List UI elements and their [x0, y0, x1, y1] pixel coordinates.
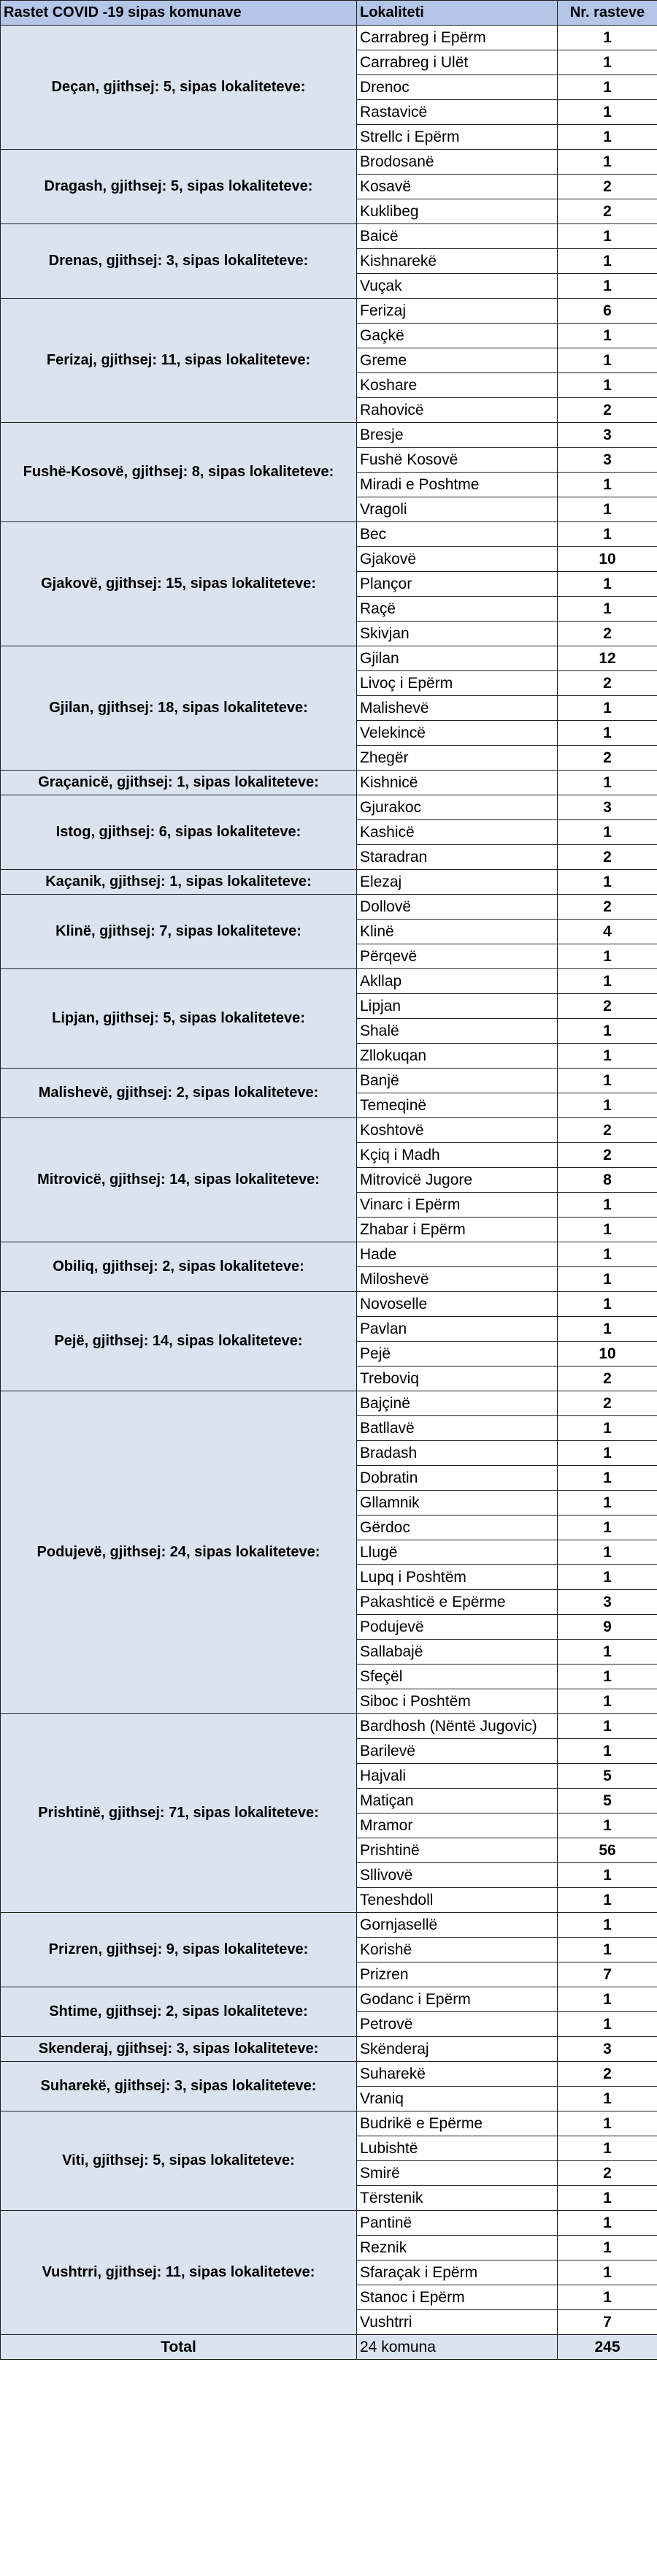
municipality-cell: Gjilan, gjithsej: 18, sipas lokaliteteve:: [1, 646, 357, 771]
locality-cell: Gjurakoc: [357, 795, 558, 820]
cases-cell: 1: [558, 2087, 657, 2111]
locality-cell: Vinarc i Epërm: [357, 1193, 558, 1218]
municipality-cell: Drenas, gjithsej: 3, sipas lokaliteteve:: [1, 224, 357, 299]
locality-cell: Skivjan: [357, 622, 558, 646]
cases-cell: 1: [558, 224, 657, 249]
table-body: [1, 26, 657, 2335]
locality-cell: Pejë: [357, 1342, 558, 1367]
locality-cell: Carrabreg i Epërm: [357, 26, 558, 50]
municipality-cell: Vushtrri, gjithsej: 11, sipas lokaliteteve:: [1, 2211, 357, 2335]
cases-cell: 8: [558, 1168, 657, 1193]
locality-cell: Përqevë: [357, 944, 558, 969]
locality-cell: Podujevë: [357, 1615, 558, 1640]
cases-cell: 10: [558, 1342, 657, 1367]
table-row: [1, 1913, 657, 1938]
municipality-cell: Deçan, gjithsej: 5, sipas lokaliteteve:: [1, 26, 357, 150]
municipality-cell: Skenderaj, gjithsej: 3, sipas lokaliteteve:: [1, 2037, 357, 2062]
cases-cell: 1: [558, 2012, 657, 2037]
locality-cell: Bajçinë: [357, 1391, 558, 1416]
locality-cell: Sllivovë: [357, 1863, 558, 1888]
cases-cell: 1: [558, 1416, 657, 1441]
locality-cell: Kuklibeg: [357, 199, 558, 224]
locality-cell: Brodosanë: [357, 150, 558, 175]
cases-cell: 1: [558, 522, 657, 547]
cases-cell: 1: [558, 771, 657, 795]
cases-cell: 1: [558, 1267, 657, 1292]
cases-cell: 1: [558, 1913, 657, 1938]
cases-cell: 1: [558, 1863, 657, 1888]
locality-cell: Bec: [357, 522, 558, 547]
locality-cell: Novoselle: [357, 1292, 558, 1317]
total-municipalities: 24 komuna: [357, 2335, 558, 2360]
cases-cell: 1: [558, 1193, 657, 1218]
locality-cell: Gllamnik: [357, 1491, 558, 1516]
total-label: Total: [1, 2335, 357, 2360]
locality-cell: Hajvali: [357, 1764, 558, 1789]
cases-cell: 1: [558, 100, 657, 125]
cases-cell: 1: [558, 1739, 657, 1764]
cases-cell: 2: [558, 895, 657, 920]
locality-cell: Gornjasellë: [357, 1913, 558, 1938]
cases-cell: 2: [558, 1391, 657, 1416]
table-row: [1, 224, 657, 249]
locality-cell: Dobratin: [357, 1466, 558, 1491]
locality-cell: Vuçak: [357, 274, 558, 299]
municipality-cell: Lipjan, gjithsej: 5, sipas lokaliteteve:: [1, 969, 357, 1069]
locality-cell: Banjë: [357, 1069, 558, 1093]
locality-cell: Kishnicë: [357, 771, 558, 795]
cases-cell: 3: [558, 2037, 657, 2062]
cases-cell: 5: [558, 1789, 657, 1813]
locality-cell: Ferizaj: [357, 299, 558, 324]
cases-cell: 2: [558, 622, 657, 646]
locality-cell: Smirë: [357, 2161, 558, 2186]
cases-cell: 1: [558, 2186, 657, 2211]
municipality-cell: Istog, gjithsej: 6, sipas lokaliteteve:: [1, 795, 357, 870]
municipality-cell: Graçanicë, gjithsej: 1, sipas lokaliteteve:: [1, 771, 357, 795]
cases-cell: 1: [558, 2285, 657, 2310]
locality-cell: Raçë: [357, 597, 558, 622]
locality-cell: Temeqinë: [357, 1093, 558, 1118]
cases-cell: 1: [558, 150, 657, 175]
locality-cell: Matiçan: [357, 1789, 558, 1813]
table-row: [1, 2211, 657, 2236]
locality-cell: Skënderaj: [357, 2037, 558, 2062]
table-row: [1, 2111, 657, 2136]
cases-cell: 1: [558, 1516, 657, 1540]
cases-cell: 2: [558, 199, 657, 224]
locality-cell: Zhabar i Epërm: [357, 1218, 558, 1242]
locality-cell: Lubishtë: [357, 2136, 558, 2161]
cases-cell: 12: [558, 646, 657, 671]
cases-cell: 1: [558, 2260, 657, 2285]
municipality-cell: Klinë, gjithsej: 7, sipas lokaliteteve:: [1, 895, 357, 969]
locality-cell: Siboc i Poshtëm: [357, 1689, 558, 1714]
locality-cell: Vraniq: [357, 2087, 558, 2111]
locality-cell: Bradash: [357, 1441, 558, 1466]
table-row: [1, 150, 657, 175]
locality-cell: Prishtinë: [357, 1838, 558, 1863]
cases-cell: 9: [558, 1615, 657, 1640]
municipality-cell: Suharekë, gjithsej: 3, sipas lokaliteteve:: [1, 2062, 357, 2111]
locality-cell: Greme: [357, 348, 558, 373]
cases-cell: 1: [558, 1441, 657, 1466]
locality-cell: Batllavë: [357, 1416, 558, 1441]
cases-cell: 1: [558, 696, 657, 721]
locality-cell: Gjakovë: [357, 547, 558, 572]
header-locality: Lokaliteti: [357, 1, 558, 26]
locality-cell: Velekincë: [357, 721, 558, 746]
locality-cell: Plançor: [357, 572, 558, 597]
cases-cell: 1: [558, 1987, 657, 2012]
cases-cell: 1: [558, 1218, 657, 1242]
cases-cell: 1: [558, 1093, 657, 1118]
municipality-cell: Obiliq, gjithsej: 2, sipas lokaliteteve:: [1, 1242, 357, 1292]
locality-cell: Drenoc: [357, 75, 558, 100]
cases-cell: 1: [558, 497, 657, 522]
header-municipality: Rastet COVID -19 sipas komunave: [1, 1, 357, 26]
locality-cell: Carrabreg i Ulët: [357, 50, 558, 75]
table-row: [1, 2037, 657, 2062]
locality-cell: Zllokuqan: [357, 1044, 558, 1069]
locality-cell: Gaçkë: [357, 324, 558, 348]
locality-cell: Teneshdoll: [357, 1888, 558, 1913]
locality-cell: Reznik: [357, 2236, 558, 2260]
cases-cell: 1: [558, 1317, 657, 1342]
locality-cell: Sallabajë: [357, 1640, 558, 1665]
locality-cell: Treboviq: [357, 1367, 558, 1391]
table-row: [1, 522, 657, 547]
cases-cell: 1: [558, 1540, 657, 1565]
cases-cell: 7: [558, 2310, 657, 2335]
locality-cell: Korishë: [357, 1938, 558, 1962]
locality-cell: Sfaraçak i Epërm: [357, 2260, 558, 2285]
locality-cell: Bresje: [357, 423, 558, 448]
locality-cell: Sfeçël: [357, 1665, 558, 1689]
cases-cell: 1: [558, 969, 657, 994]
cases-cell: 56: [558, 1838, 657, 1863]
cases-cell: 1: [558, 249, 657, 274]
locality-cell: Tërstenik: [357, 2186, 558, 2211]
cases-cell: 2: [558, 2062, 657, 2087]
municipality-cell: Dragash, gjithsej: 5, sipas lokaliteteve:: [1, 150, 357, 224]
cases-cell: 2: [558, 1367, 657, 1391]
cases-cell: 1: [558, 274, 657, 299]
cases-cell: 2: [558, 1143, 657, 1168]
table-row: [1, 870, 657, 895]
municipality-cell: Podujevë, gjithsej: 24, sipas lokaliteteve:: [1, 1391, 357, 1714]
cases-cell: 5: [558, 1764, 657, 1789]
locality-cell: Staradran: [357, 845, 558, 870]
locality-cell: Mitrovicë Jugore: [357, 1168, 558, 1193]
cases-cell: 1: [558, 2136, 657, 2161]
cases-cell: 1: [558, 572, 657, 597]
cases-cell: 2: [558, 671, 657, 696]
locality-cell: Hade: [357, 1242, 558, 1267]
cases-cell: 2: [558, 398, 657, 423]
municipality-cell: Mitrovicë, gjithsej: 14, sipas lokaliteteve:: [1, 1118, 357, 1242]
locality-cell: Miloshevë: [357, 1267, 558, 1292]
municipality-cell: Gjakovë, gjithsej: 15, sipas lokaliteteve:: [1, 522, 357, 646]
cases-cell: 1: [558, 2236, 657, 2260]
cases-cell: 1: [558, 2111, 657, 2136]
municipality-cell: Prizren, gjithsej: 9, sipas lokaliteteve:: [1, 1913, 357, 1987]
total-row: [1, 2335, 657, 2360]
table-row: [1, 2062, 657, 2087]
cases-cell: 1: [558, 473, 657, 497]
locality-cell: Budrikë e Epërme: [357, 2111, 558, 2136]
cases-cell: 1: [558, 597, 657, 622]
cases-cell: 1: [558, 1292, 657, 1317]
locality-cell: Malishevë: [357, 696, 558, 721]
locality-cell: Llugë: [357, 1540, 558, 1565]
municipality-cell: Viti, gjithsej: 5, sipas lokaliteteve:: [1, 2111, 357, 2211]
locality-cell: Prizren: [357, 1962, 558, 1987]
cases-cell: 1: [558, 50, 657, 75]
cases-cell: 1: [558, 1491, 657, 1516]
locality-cell: Mramor: [357, 1813, 558, 1838]
table-footer: [1, 2335, 657, 2360]
cases-cell: 1: [558, 2211, 657, 2236]
locality-cell: Elezaj: [357, 870, 558, 895]
locality-cell: Rastavicë: [357, 100, 558, 125]
cases-cell: 3: [558, 423, 657, 448]
cases-cell: 6: [558, 299, 657, 324]
cases-cell: 1: [558, 324, 657, 348]
cases-cell: 1: [558, 944, 657, 969]
locality-cell: Suharekë: [357, 2062, 558, 2087]
cases-cell: 2: [558, 2161, 657, 2186]
locality-cell: Pavlan: [357, 1317, 558, 1342]
cases-cell: 3: [558, 1590, 657, 1615]
cases-cell: 1: [558, 1466, 657, 1491]
locality-cell: Dollovë: [357, 895, 558, 920]
cases-cell: 1: [558, 75, 657, 100]
locality-cell: Vragoli: [357, 497, 558, 522]
cases-cell: 1: [558, 1888, 657, 1913]
cases-cell: 10: [558, 547, 657, 572]
cases-cell: 2: [558, 994, 657, 1019]
cases-cell: 1: [558, 1938, 657, 1962]
locality-cell: Petrovë: [357, 2012, 558, 2037]
locality-cell: Livoç i Epërm: [357, 671, 558, 696]
table-row: [1, 969, 657, 994]
municipality-cell: Shtime, gjithsej: 2, sipas lokaliteteve:: [1, 1987, 357, 2037]
cases-cell: 1: [558, 1242, 657, 1267]
locality-cell: Lupq i Poshtëm: [357, 1565, 558, 1590]
table-row: [1, 423, 657, 448]
total-cases: 245: [558, 2335, 657, 2360]
table-row: [1, 1069, 657, 1093]
cases-cell: 2: [558, 1118, 657, 1143]
locality-cell: Koshare: [357, 373, 558, 398]
table-row: [1, 299, 657, 324]
locality-cell: Shalë: [357, 1019, 558, 1044]
locality-cell: Koshtovë: [357, 1118, 558, 1143]
table-row: [1, 1292, 657, 1317]
locality-cell: Akllap: [357, 969, 558, 994]
table-row: [1, 26, 657, 50]
cases-cell: 2: [558, 845, 657, 870]
table-row: [1, 1714, 657, 1739]
cases-cell: 1: [558, 1714, 657, 1739]
locality-cell: Miradi e Poshtme: [357, 473, 558, 497]
locality-cell: Fushë Kosovë: [357, 448, 558, 473]
locality-cell: Stanoc i Epërm: [357, 2285, 558, 2310]
locality-cell: Lipjan: [357, 994, 558, 1019]
table-row: [1, 895, 657, 920]
cases-cell: 4: [558, 920, 657, 944]
locality-cell: Kashicë: [357, 820, 558, 845]
table-row: [1, 795, 657, 820]
locality-cell: Godanc i Epërm: [357, 1987, 558, 2012]
locality-cell: Gërdoc: [357, 1516, 558, 1540]
cases-cell: 1: [558, 1665, 657, 1689]
table-row: [1, 1118, 657, 1143]
cases-cell: 1: [558, 1640, 657, 1665]
municipality-cell: Malishevë, gjithsej: 2, sipas lokaliteteve:: [1, 1069, 357, 1118]
cases-cell: 1: [558, 125, 657, 150]
locality-cell: Strellc i Epërm: [357, 125, 558, 150]
locality-cell: Zhegër: [357, 746, 558, 771]
cases-cell: 3: [558, 795, 657, 820]
header-row: [1, 1, 657, 26]
table-row: [1, 1242, 657, 1267]
cases-cell: 1: [558, 373, 657, 398]
locality-cell: Baicë: [357, 224, 558, 249]
cases-cell: 1: [558, 26, 657, 50]
locality-cell: Pakashticë e Epërme: [357, 1590, 558, 1615]
locality-cell: Kosavë: [357, 175, 558, 199]
cases-cell: 1: [558, 348, 657, 373]
cases-cell: 7: [558, 1962, 657, 1987]
locality-cell: Kishnarekë: [357, 249, 558, 274]
cases-cell: 1: [558, 1689, 657, 1714]
cases-cell: 1: [558, 1565, 657, 1590]
cases-cell: 1: [558, 820, 657, 845]
table-row: [1, 1391, 657, 1416]
table-row: [1, 646, 657, 671]
header-cases: Nr. rasteve: [558, 1, 657, 26]
locality-cell: Gjilan: [357, 646, 558, 671]
table-header: [1, 1, 657, 26]
cases-cell: 1: [558, 721, 657, 746]
cases-cell: 1: [558, 870, 657, 895]
municipality-cell: Pejë, gjithsej: 14, sipas lokaliteteve:: [1, 1292, 357, 1391]
cases-cell: 2: [558, 746, 657, 771]
cases-cell: 1: [558, 1019, 657, 1044]
municipality-cell: Prishtinë, gjithsej: 71, sipas lokaliteteve:: [1, 1714, 357, 1913]
municipality-cell: Kaçanik, gjithsej: 1, sipas lokaliteteve:: [1, 870, 357, 895]
locality-cell: Pantinë: [357, 2211, 558, 2236]
table-row: [1, 771, 657, 795]
cases-cell: 1: [558, 1044, 657, 1069]
municipality-cell: Fushë-Kosovë, gjithsej: 8, sipas lokaliteteve:: [1, 423, 357, 522]
table-row: [1, 1987, 657, 2012]
municipality-cell: Ferizaj, gjithsej: 11, sipas lokaliteteve:: [1, 299, 357, 423]
cases-cell: 1: [558, 1813, 657, 1838]
locality-cell: Barilevë: [357, 1739, 558, 1764]
cases-cell: 3: [558, 448, 657, 473]
locality-cell: Rahovicë: [357, 398, 558, 423]
locality-cell: Kçiq i Madh: [357, 1143, 558, 1168]
locality-cell: Klinë: [357, 920, 558, 944]
cases-cell: 2: [558, 175, 657, 199]
locality-cell: Vushtrri: [357, 2310, 558, 2335]
locality-cell: Bardhosh (Nëntë Jugovic): [357, 1714, 558, 1739]
cases-cell: 1: [558, 1069, 657, 1093]
